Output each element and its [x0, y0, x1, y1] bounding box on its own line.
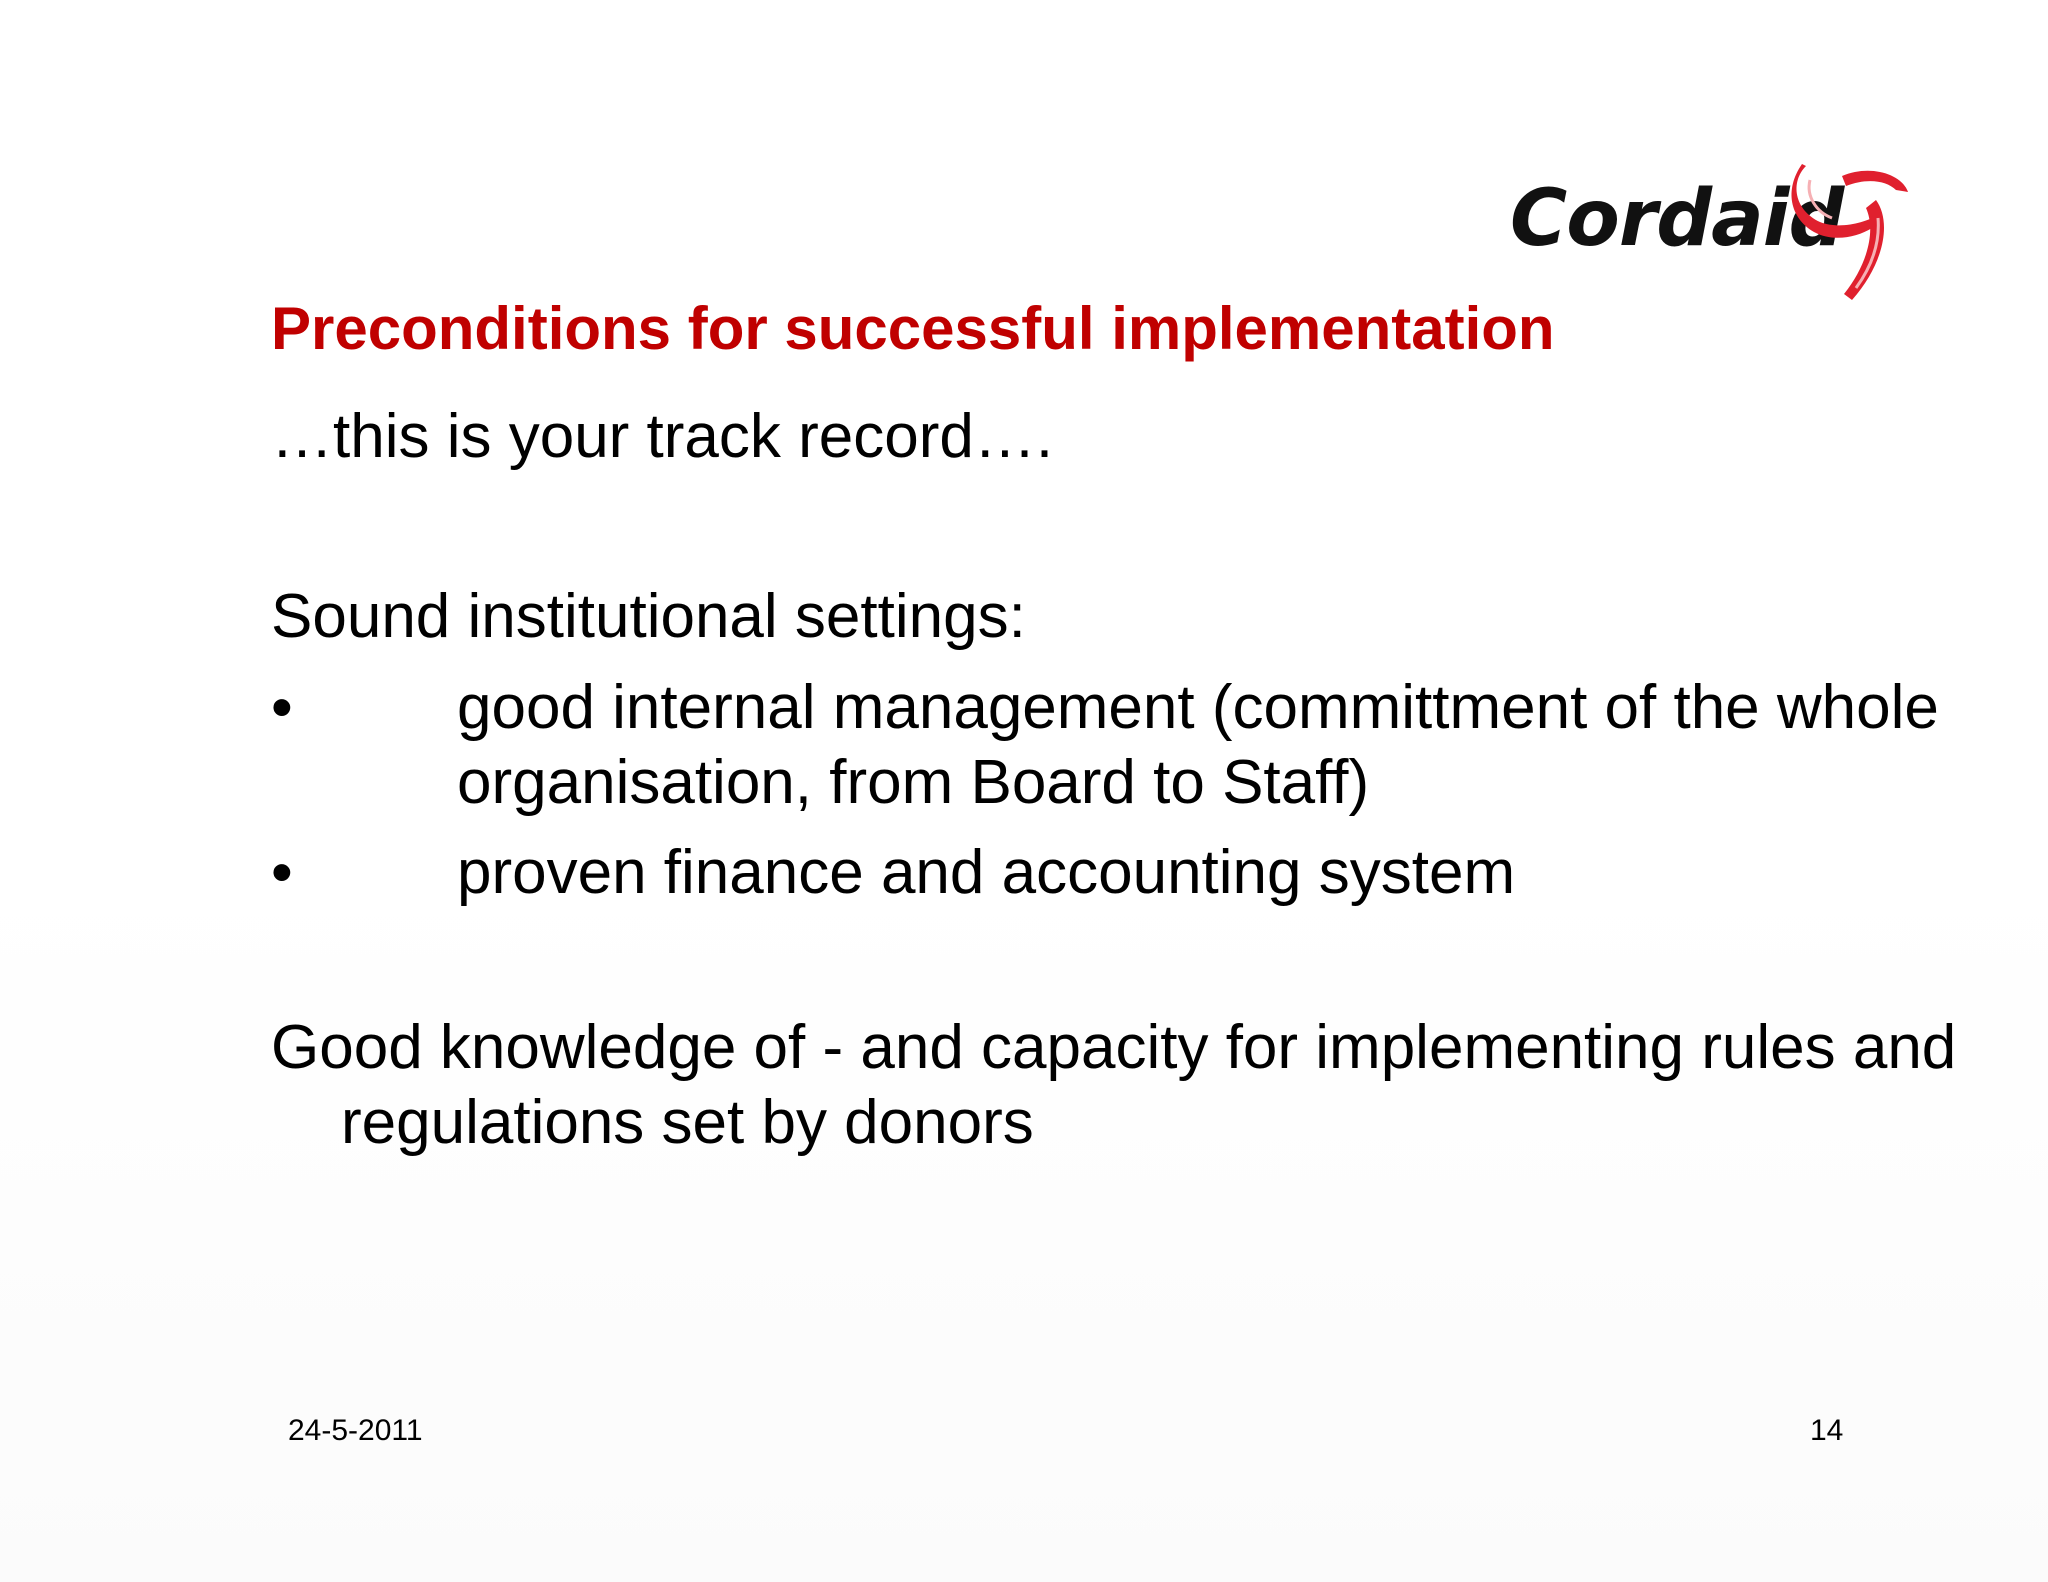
bullet-dot: •	[271, 838, 293, 907]
page-number: 14	[1810, 1414, 1844, 1447]
logo-text: Cordaid	[1510, 174, 1844, 264]
section-heading: Sound institutional settings:	[271, 582, 1026, 651]
subtitle: …this is your track record….	[271, 402, 1054, 471]
footer-date: 24-5-2011	[288, 1414, 423, 1447]
slide-title: Preconditions for successful implementation	[271, 295, 1555, 362]
cordaid-logo	[1510, 160, 1910, 310]
bullet-dot: •	[271, 673, 293, 742]
body-paragraph: Good knowledge of - and capacity for implementing rules and regulations set by donors	[271, 1013, 1957, 1157]
bullet-text: good internal management (committment of the whole organisation, from Board to Staff)	[457, 673, 1939, 817]
bullet-text: proven finance and accounting system	[457, 838, 1516, 907]
cordaid-swirl-icon	[1780, 160, 1910, 305]
